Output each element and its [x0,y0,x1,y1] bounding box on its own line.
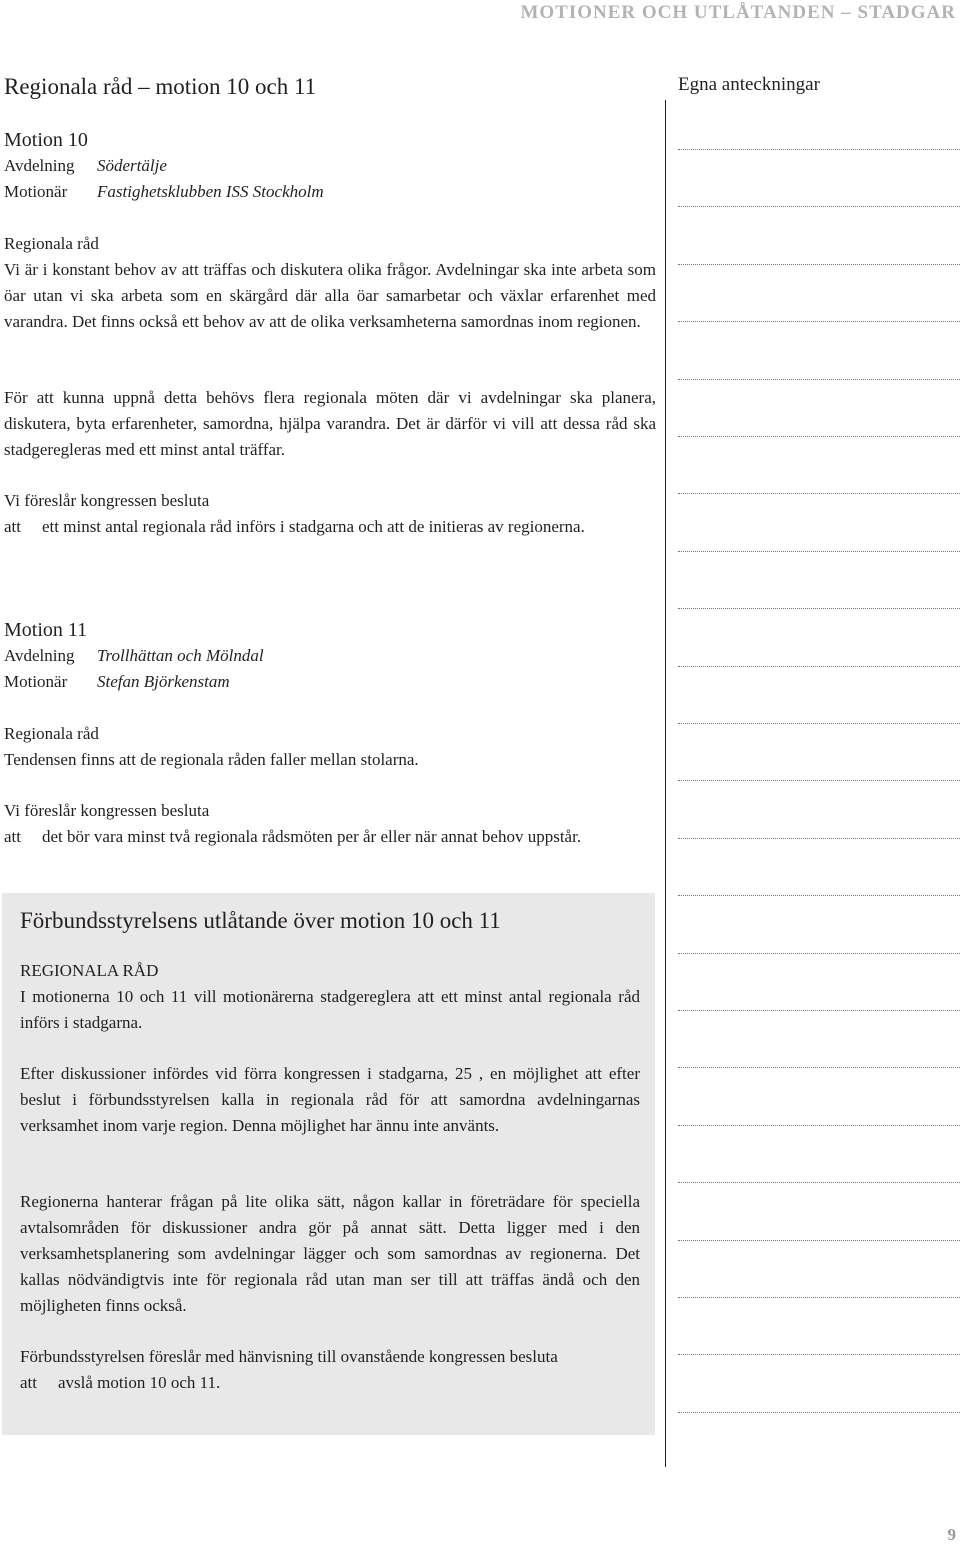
motion-10-proposal [4,488,656,540]
note-line [678,551,960,552]
note-line [678,723,960,724]
board-statement-subject: REGIONALA RÅD [20,961,159,980]
note-line [678,1182,960,1183]
note-line [678,1067,960,1068]
note-line [678,1125,960,1126]
motion-10-motionar [4,179,656,205]
motionar-value: Stefan Björkenstam [97,672,230,691]
motion-11-proposal-heading: Vi föreslår kongressen besluta [4,801,210,820]
board-statement-box [2,893,655,1435]
motionar-value: Fastighetsklubben ISS Stockholm [97,182,324,201]
note-line [678,780,960,781]
att-label: att [4,827,21,846]
motion-11-body [4,721,656,773]
note-line [678,206,960,207]
motion-11-paragraph-1: Tendensen finns att de regionala råden faller mellan stolarna. [4,750,419,769]
note-line [678,953,960,954]
board-statement-proposal-heading: Förbundsstyrelsen föreslår med hänvisning till ovanstående kongressen besluta [20,1347,558,1366]
motion-11-proposal [4,798,656,850]
att-text: avslå motion 10 och 11. [58,1373,221,1392]
avdelning-label: Avdelning [4,156,75,175]
motion-11-motionar [4,669,656,695]
board-statement-paragraph-3: Regionerna hanterar frågan på lite olika sätt, någon kallar in företrädare för speciella avtalsområden för diskussioner andra gör på annat sätt. Detta ligger med i den verksamhetsplanering som avdelningar lägger och som samordnas av regionerna. Det kallas nödvändigtvis inte för regionala råd utan man ser till att träffas ändå och den möjligheten finns också. [20,1192,640,1315]
note-line [678,264,960,265]
note-line [678,1240,960,1241]
motion-10-paragraph-1: Vi är i konstant behov av att träffas och diskutera olika frågor. Avdelningar ska inte arbeta som öar utan vi ska arbeta som en skärgård där alla öar samarbetar och växlar erfarenhet med varandra. Det finns också ett behov av att de olika verksamheterna samordnas inom regionen. [4,260,656,331]
motion-10-title: Motion 10 [4,129,88,151]
note-line [678,895,960,896]
motionar-label: Motionär [4,182,68,201]
board-statement-proposal [20,1344,640,1396]
avdelning-label: Avdelning [4,646,75,665]
note-line [678,1412,960,1413]
att-text: det bör vara minst två regionala rådsmöten per år eller när annat behov uppstår. [42,827,582,846]
motion-10-subject: Regionala råd [4,234,99,253]
note-line [678,666,960,667]
note-line [678,321,960,322]
board-statement-body-1 [20,1061,640,1139]
page-title: Regionala råd – motion 10 och 11 [4,74,317,99]
motion-10-proposal-heading: Vi föreslår kongressen besluta [4,491,210,510]
note-line [678,1010,960,1011]
board-statement-paragraph-1: I motionerna 10 och 11 vill motionärerna stadgereglera att ett minst antal regionala råd införs i stadgarna. [20,987,640,1032]
motion-11-att-clause [4,824,656,850]
note-line [678,149,960,150]
board-statement-body-2 [20,1189,640,1319]
note-line [678,608,960,609]
motion-10-att-clause [4,514,656,540]
motion-11-title: Motion 11 [4,619,88,641]
notes-column-title: Egna anteckningar [678,74,820,95]
avdelning-value: Trollhättan och Mölndal [97,646,264,665]
note-line [678,436,960,437]
note-line [678,379,960,380]
notes-column-rule [665,100,666,1467]
motion-10-body-2 [4,385,656,463]
motion-11-avdelning [4,643,656,669]
motion-11-meta [4,617,656,695]
motion-10-paragraph-2: För att kunna uppnå detta behövs flera regionala möten där vi avdelningar ska planera, diskutera, byta erfarenheter, samordna, hjälpa varandra. Det är därför vi vill att dessa råd ska stadgeregleras med ett minst antal träffar. [4,388,656,459]
board-statement-title: Förbundsstyrelsens utlåtande över motion 10 och 11 [20,908,501,933]
motion-10-meta [4,127,656,205]
board-statement-intro [20,958,640,1036]
motion-10-body [4,231,656,335]
att-label: att [4,517,21,536]
page-number: 9 [947,1525,956,1544]
note-line [678,1354,960,1355]
board-statement-att-clause [20,1370,640,1396]
att-text: ett minst antal regionala råd införs i stadgarna och att de initieras av regionerna. [42,517,585,536]
motion-11-subject: Regionala råd [4,724,99,743]
note-line [678,838,960,839]
running-header: MOTIONER OCH UTLÅTANDEN – STADGAR [520,2,956,23]
avdelning-value: Södertälje [97,156,167,175]
motionar-label: Motionär [4,672,68,691]
motion-10-avdelning [4,153,656,179]
note-line [678,1297,960,1298]
att-label: att [20,1373,37,1392]
board-statement-paragraph-2: Efter diskussioner infördes vid förra kongressen i stadgarna, 25 , en möjlighet att efter beslut i förbundsstyrelsen kalla in regionala råd för att samordna avdelningarnas verksamhet inom varje region. Denna möjlighet har ännu inte använts. [20,1064,640,1135]
note-line [678,493,960,494]
